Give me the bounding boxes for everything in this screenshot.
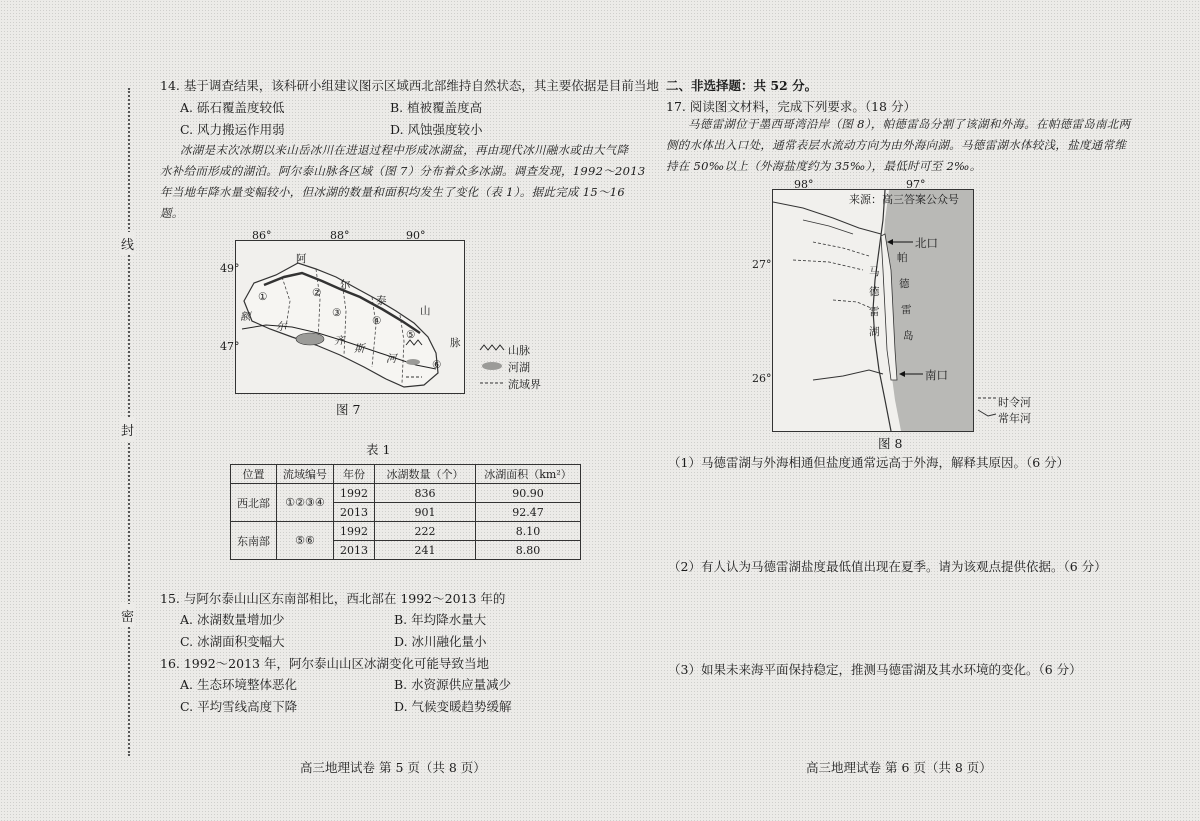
section-heading: 二、非选择题：共 52 分。 [666,78,818,93]
q17-sub2: （2）有人认为马德雷湖盐度最低值出现在夏季。请为该观点提供依据。（6 分） [668,559,1107,574]
island-char: 雷 [901,304,912,316]
basin-5-label: ⑤ [406,329,416,341]
fig7-lat-49: 49° [220,262,240,275]
fig8-lon-98: 98° [794,178,814,191]
table-cell-basins: ⑤⑥ [277,522,334,560]
q14-stem: 14. 基于调查结果，该科研小组建议图示区域西北部维持自然状态，其主要依据是目前当地 [160,78,659,93]
south-inlet-label: 南口 [925,368,948,382]
island-char: 岛 [903,330,914,342]
fig8-legend-symbols [976,392,1000,422]
table-cell-area: 8.80 [476,541,581,560]
q15-option-b: B. 年均降水量大 [394,612,487,627]
fig8-caption: 图 8 [878,436,903,451]
river-char: 尔 [276,321,287,333]
north-inlet-label: 北口 [915,236,938,250]
q15-option-c: C. 冰湖面积变幅大 [180,634,285,649]
intro-line: 题。 [160,206,184,220]
table-cell-position: 西北部 [231,484,277,522]
table-cell-count: 836 [375,484,476,503]
legend-seasonal-label: 时令河 [998,396,1031,409]
q16-option-d: D. 气候变暖趋势缓解 [394,699,512,714]
table-cell-area: 90.90 [476,484,581,503]
table-cell-position: 东南部 [231,522,277,560]
table-header: 冰湖面积（km²） [476,465,581,484]
intro-line: 水补给而形成的湖泊。阿尔泰山脉各区域（图 7）分布着众多冰湖。调查发现，1992～2013 [160,164,646,178]
right-page-footer: 高三地理试卷 第 6 页（共 8 页） [806,760,992,775]
table-cell-area: 92.47 [476,503,581,522]
table-cell-year: 1992 [334,484,375,503]
perennial-river [813,370,883,380]
table-row [231,484,581,503]
table-header: 流域编号 [277,465,334,484]
basin-2-label: ② [312,287,322,299]
table1-caption: 表 1 [366,442,391,457]
fig8-lat-26: 26° [752,372,772,385]
river-char: 齐 [334,335,345,347]
table-1 [230,464,581,560]
intro-line: 冰湖是末次冰期以来山岳冰川在进退过程中形成冰湖盆，再由现代冰川融水或由大气降 [180,143,629,157]
q15-stem: 15. 与阿尔泰山山区东南部相比，西北部在 1992～2013 年的 [160,591,506,606]
lake-char: 雷 [869,306,880,318]
table-header: 年份 [334,465,375,484]
q15-option-d: D. 冰川融化量小 [394,634,487,649]
table-row [231,522,581,541]
lake-char: 马 [869,266,880,278]
legend-lake-label: 河湖 [508,361,530,374]
basin-3-label: ③ [332,307,342,319]
q17-material [666,114,1130,177]
table-cell-count: 222 [375,522,476,541]
table-cell-year: 1992 [334,522,375,541]
basin-6-label: ⑥ [432,359,442,371]
river-char: 斯 [354,343,365,355]
figure-8-map [772,189,974,432]
q15-option-a: A. 冰湖数量增加少 [180,612,285,627]
legend-perennial-symbol [978,410,996,416]
table-cell-area: 8.10 [476,522,581,541]
q14-option-b: B. 植被覆盖度高 [390,100,483,115]
legend-perennial-label: 常年河 [998,412,1031,425]
table-cell-count: 901 [375,503,476,522]
table-header: 位置 [231,465,277,484]
legend-mountain-label: 山脉 [508,344,530,357]
table-header: 冰湖数量（个） [375,465,476,484]
material-line: 持在 50‰以上（外海盐度约为 35‰），最低时可至 2‰。 [666,159,982,173]
binding-char-seal: 封 [121,418,134,441]
legend-mountain-symbol [480,345,504,350]
island-char: 德 [899,278,910,290]
fig8-lon-97: 97° [906,178,926,191]
figure-7-map [235,240,465,394]
q17-sub1: （1）马德雷湖与外海相通但盐度通常远高于外海，解释其原因。（6 分） [668,455,1070,470]
q16-option-b: B. 水资源供应量减少 [394,677,512,692]
left-page-footer: 高三地理试卷 第 5 页（共 8 页） [300,760,486,775]
seasonal-river [793,260,863,270]
table-cell-count: 241 [375,541,476,560]
fig7-caption: 图 7 [336,402,361,417]
legend-boundary-label: 流域界 [508,378,541,391]
watermark-source: 来源：高三答案公众号 [849,193,959,206]
intro-paragraph [160,140,646,224]
lake [296,333,324,345]
q14-option-a: A. 砾石覆盖度较低 [180,100,285,115]
material-line: 侧的水体出入口处，通常表层水流动方向为由外海向湖。马德雷湖水体较浅，盐度通常维 [666,138,1127,152]
seasonal-river [813,242,869,256]
perennial-river [803,220,853,234]
q17-sub3: （3）如果未来海平面保持稳定，推测马德雷湖及其水环境的变化。（6 分） [668,662,1082,677]
place-char: 尔 [340,279,351,291]
q16-option-c: C. 平均雪线高度下降 [180,699,298,714]
table-cell-basins: ①②③④ [277,484,334,522]
q14-option-d: D. 风蚀强度较小 [390,122,483,137]
intro-line: 年当地年降水量变幅较小，但冰湖的数量和面积均发生了变化（表 1）。据此完成 15～16 [160,185,626,199]
fig7-lon-88: 88° [330,229,350,242]
fig7-lon-90: 90° [406,229,426,242]
fig8-lat-27: 27° [752,258,772,271]
place-char: 泰 [376,295,387,307]
binding-char-secret: 密 [121,604,134,627]
basin-1-label: ① [258,291,268,303]
island-char: 帕 [897,252,908,264]
q16-stem: 16. 1992～2013 年，阿尔泰山山区冰湖变化可能导致当地 [160,656,489,671]
fig7-lat-47: 47° [220,340,240,353]
lake-char: 德 [869,286,880,298]
table-cell-year: 2013 [334,503,375,522]
fig7-lon-86: 86° [252,229,272,242]
lake-char: 湖 [869,326,880,338]
q16-option-a: A. 生态环境整体恶化 [180,677,297,692]
place-char: 阿 [296,253,307,265]
fig7-legend-symbols [478,342,508,394]
table-header-row [231,465,581,484]
q14-option-c: C. 风力搬运作用弱 [180,122,285,137]
basin-4-label: ④ [372,315,382,327]
q17-stem: 17. 阅读图文材料，完成下列要求。（18 分） [666,99,916,114]
seasonal-river [833,300,871,308]
place-char: 山 [420,305,431,317]
river-char: 河 [386,353,397,365]
gulf-sea [883,190,973,431]
legend-lake-symbol [406,359,420,365]
table-cell-year: 2013 [334,541,375,560]
legend-lake-symbol [482,362,502,370]
place-char: 脉 [450,337,461,349]
material-line: 马德雷湖位于墨西哥湾沿岸（图 8），帕德雷岛分割了该湖和外海。在帕德雷岛南北两 [688,117,1131,131]
binding-char-line: 线 [121,232,134,255]
river-char: 额 [240,311,251,323]
